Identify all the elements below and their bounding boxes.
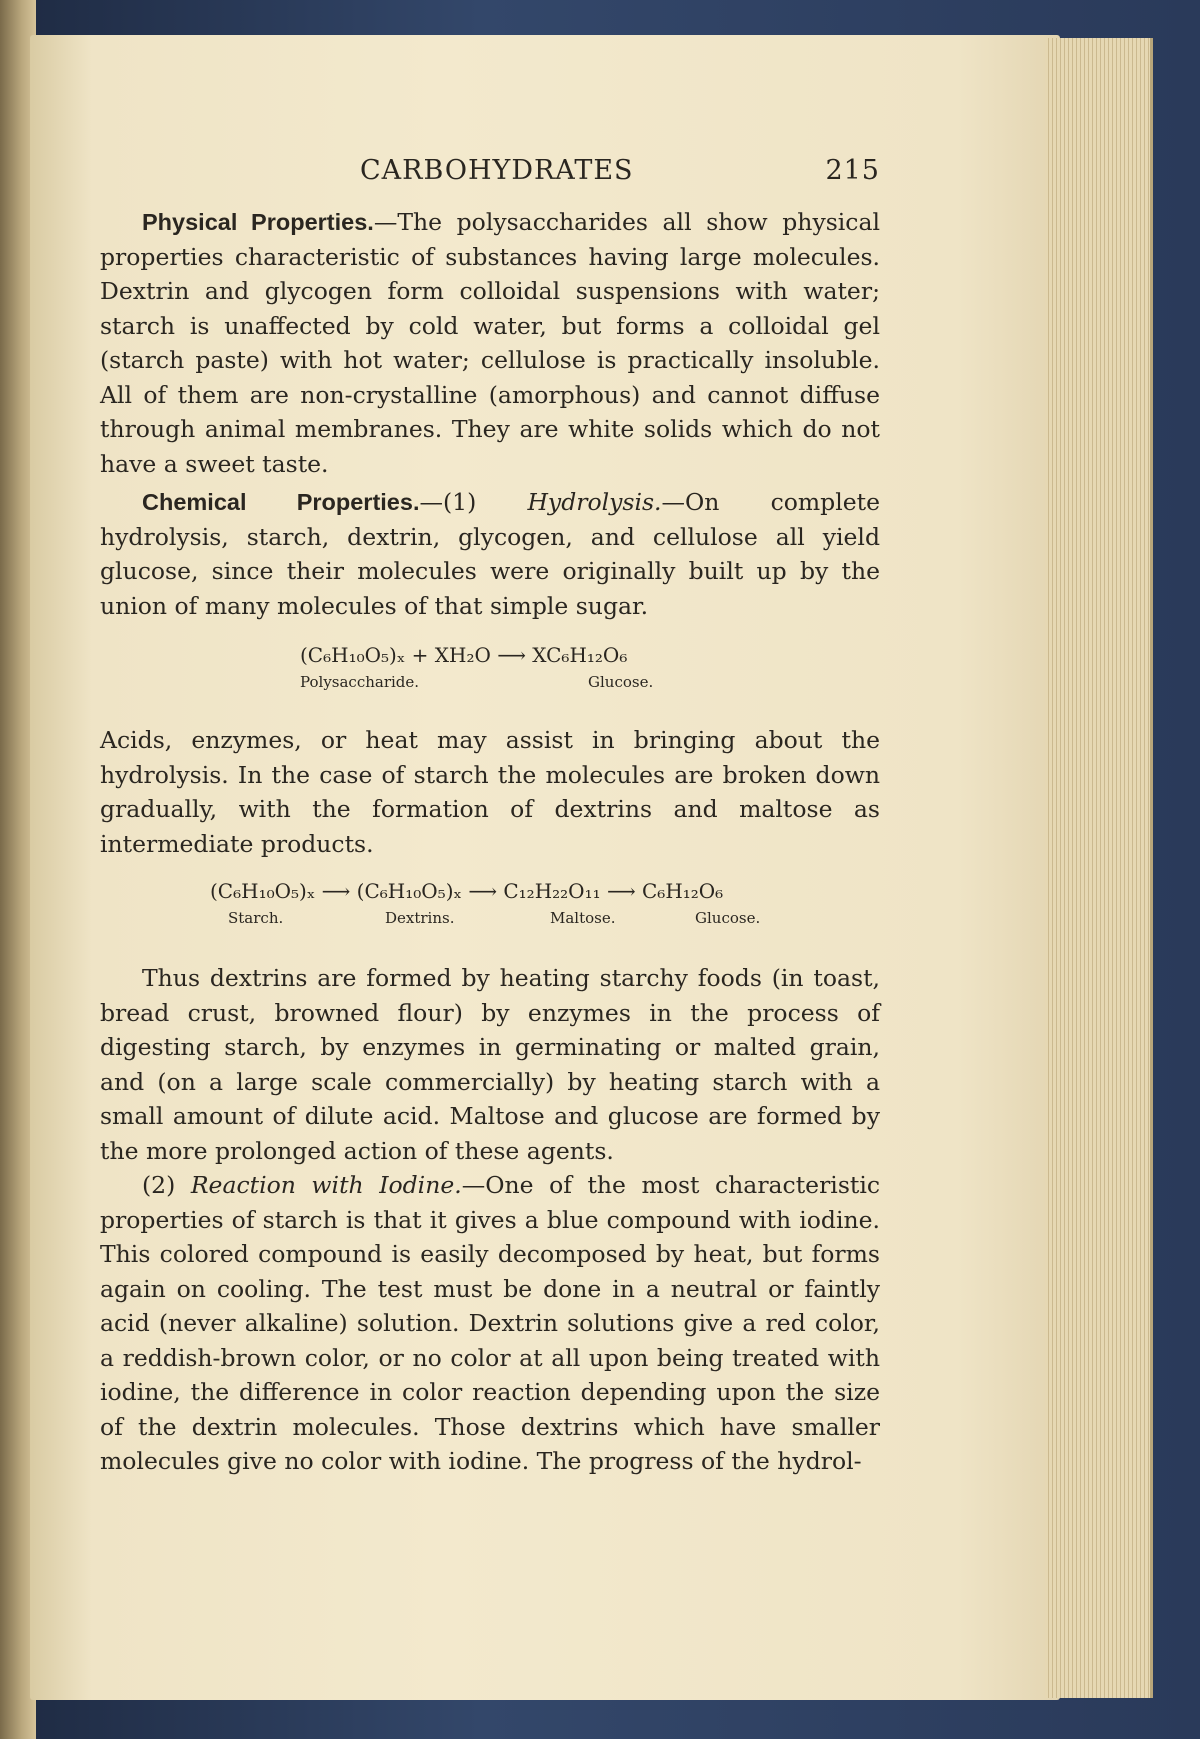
equation-label-glucose: Glucose.	[588, 673, 654, 691]
paragraph-text: Acids, enzymes, or heat may assist in bringing about the hydrolysis. In the case of starch the molecules are broken down gradually, with the formation of dextrins and maltose as intermediate products.	[100, 726, 880, 858]
equation-label-polysaccharide: Polysaccharide.	[300, 673, 420, 691]
equation-hydrolysis	[100, 643, 880, 713]
equation-label-dextrins: Dextrins.	[385, 909, 455, 927]
paragraph-chemical-properties	[100, 485, 880, 623]
equation-formula: (C₆H₁₀O₅)ₓ + XH₂O ⟶ XC₆H₁₂O₆	[300, 643, 628, 667]
equation-formula: (C₆H₁₀O₅)ₓ ⟶ (C₆H₁₀O₅)ₓ ⟶ C₁₂H₂₂O₁₁ ⟶ C₆H₁₂O₆	[210, 879, 724, 903]
paragraph-reaction-iodine	[100, 1168, 880, 1479]
heading-physical-properties: Physical Properties.	[142, 209, 374, 235]
equation-starch-breakdown	[100, 879, 880, 951]
paragraph-dextrins-formed	[100, 961, 880, 1168]
paragraph-text: Thus dextrins are formed by heating starchy foods (in toast, bread crust, browned flour) by enzymes in the process of digesting starch, by enzymes in germinating or malted grain, and (on a large scale commercially) by heating starch with a small amount of dilute acid. Maltose and glucose are formed by the more prolonged action of these agents.	[100, 964, 880, 1165]
subheading-reaction-iodine: Reaction with Iodine.	[190, 1171, 462, 1199]
page-number: 215	[825, 155, 880, 186]
page-stack-edges	[1045, 38, 1153, 1698]
subheading-hydrolysis: Hydrolysis.	[527, 488, 662, 516]
item-number: (2)	[142, 1171, 191, 1199]
equation-label-glucose: Glucose.	[695, 909, 761, 927]
running-title: CARBOHYDRATES	[360, 155, 634, 186]
paragraph-text: —The polysaccharides all show physical properties characteristic of substances having large molecules. Dextrin and glycogen form colloidal suspensions with water; starch is unaffected by cold water, but forms a colloidal gel (starch paste) with hot water; cellulose is practically insoluble. All of them are non-crystalline (amorphous) and cannot diffuse through animal membranes. They are white solids which do not have a sweet taste.	[100, 208, 880, 478]
paragraph-physical-properties	[100, 205, 880, 481]
paragraph-acids-enzymes	[100, 723, 880, 861]
heading-chemical-properties: Chemical Properties.	[142, 489, 420, 515]
paragraph-text: —One of the most characteristic properties of starch is that it gives a blue compound with iodine. This colored compound is easily decomposed by heat, but forms again on cooling. The test must be done in a neutral or faintly acid (never alkaline) solution. Dextrin solutions give a red color, a reddish-brown color, or no color at all upon being treated with iodine, the difference in color reaction depending upon the size of the dextrin molecules. Those dextrins which have smaller molecules give no color with iodine. The progress of the hydrol-	[100, 1171, 880, 1475]
equation-label-maltose: Maltose.	[550, 909, 616, 927]
page-header	[100, 155, 880, 205]
page-text	[100, 155, 880, 1479]
equation-label-starch: Starch.	[228, 909, 284, 927]
item-number: —(1)	[419, 488, 528, 516]
paragraph-text: —On complete hydrolysis, starch, dextrin, glycogen, and cellulose all yield glucose, since their molecules were originally built up by the union of many molecules of that simple sugar.	[100, 488, 880, 620]
